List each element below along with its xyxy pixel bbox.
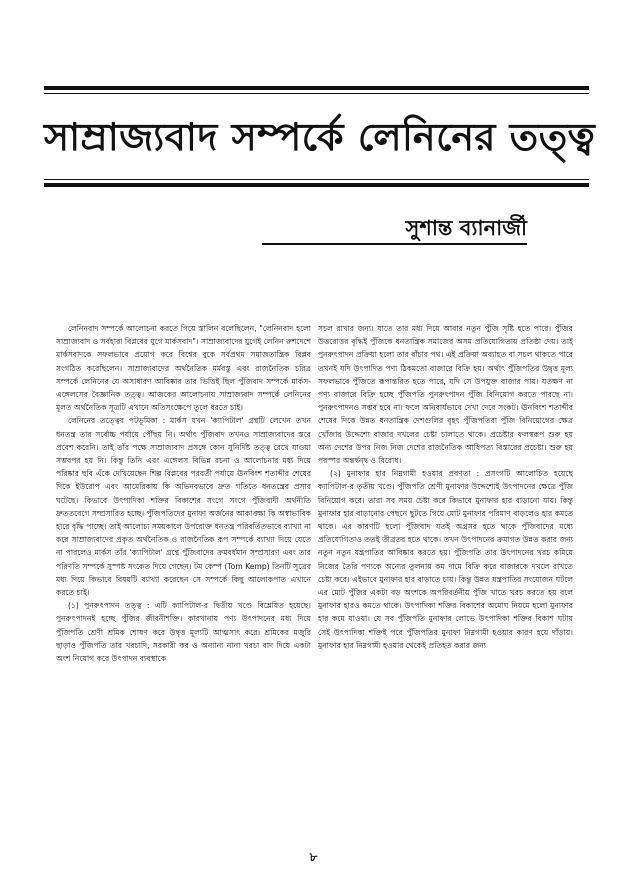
right-column: [318, 322, 573, 847]
paragraph-reproduction-theory: (১) পুনরুৎপাদন তত্ত্ব : এটি ক্যাপিটাল-র দ্বিতীয় খণ্ডে বিশ্লেষিত হয়েছে। পুনরুৎপাদনই হচ্ছে পুঁজির জীবনীশক্তি। কারখানায় পণ্য উৎপাদনের মধ্য দিয়ে পুঁজিপতি শ্রেণী শ্রমিক শোষণ করে উদ্বৃত্ত মূল্যটি আত্মসাৎ করে। শ্রমিকের মজুরি ছাড়াও পুঁজিপতি তার খরচাদি, সরকারী কর ও অন্যান্য নানা খরচা বাদ দিয়ে একটা অংশ নিয়োগ করে উৎপাদন ব্যবস্থাকে: [56, 601, 311, 664]
paragraph-reproduction-continued: সচল রাখার জন্য। যাতে তার মধ্য দিয়ে আবার নতুন পুঁজি সৃষ্টি হতে পারে। পুঁজির উত্তরোত্তর বৃদ্ধিই পুঁজিকে ধনতান্ত্রিক সমাজের অসম প্রতিযোগিতায় প্রতিষ্ঠা দেয়। তাই পুনরুৎপাদন প্রক্রিয়া হলো তার বাঁচার পথ। এই প্রক্রিয়া অব্যাহত বা সচল থাকতে পারে তখনই যদি উৎপাদিত পণ্য ঠিকমতো বাজারে বিক্রি হয়। অর্থাৎ পুঁজিপতির উদ্বৃত্ত মূল্য সফলভাবে পুঁজিতে রূপান্তরিত হতে পারে, যদি সে উপযুক্ত বাজার পায়। যতক্ষণ না পণ্য বাজারে বিক্রি হচ্ছে পুঁজিপতি পুনরুৎপাদন পুঁজি বিনিয়োগ করতে পারছে না। পুনরুৎপাদনও সম্ভব হবে না। ফলে অনিবার্যভাবে দেখা দেবে সংকট। ঊনবিংশ শতাব্দীর শেষের দিকে উন্নত ধনতান্ত্রিক দেশগুলির বৃহৎ পুঁজিপতিরা পুঁজি বিনিয়োগের ক্ষেত্র খোঁজার উদ্দেশ্যে বাজার দখলের চেষ্টা চালাতে থাকে। প্রচেষ্টার ফলস্বরূপ শুরু হয় অন্য দেশের উপর নিজ নিজ দেশের রাজনৈতিক আধিপত্য বিস্তারের প্রচেষ্টা। শুরু হয় পরস্পর অন্তর্দ্বন্দ্ব ও বিরোধ।: [318, 324, 573, 466]
author-underline: [262, 243, 527, 245]
title-bottom-rule-thin: [44, 179, 589, 180]
title-top-rule-thin: [44, 93, 589, 94]
paragraph-profit-rate: (২) মুনাফার হার নিম্নগামী হওয়ার প্রবণতা : প্রসংগটি আলোচিত হয়েছে ক্যাপিটাল-র তৃতীয় খণ্ডে। পুঁজিপতি শ্রেণী মুনাফার উদ্দেশ্যেই উৎপাদনের ক্ষেত্রে পুঁজি বিনিয়োগ করে। তারা সব সময় চেষ্টা করে কিভাবে মুনাফার হার বাড়ানো যায়। কিন্তু মুনাফার হার বাড়ানোর পেছনে ছুটতে গিয়ে মোট মুনাফার পরিমাণ বাড়লেও হার কমতে থাকে। এর কারণটি হলো পুঁজিবাদ যতই অগ্রসর হতে থাকে পুঁজিবাদের মধ্যে প্রতিযোগিতাও ততই তীব্রতর হতে থাকে। তখন উৎপাদনের ক্রমাগত উন্নত করার জন্য নতুন নতুন যন্ত্রপাতির আবিষ্কার করতে হয়। পুঁজিপতি তার উৎপাদনের খরচ কমিয়ে নিজের তৈরি পণ্যকে অন্যের তুলনায় কম দামে বিক্রি করে বাজারকে দখলে রাখতে চেষ্টা করে। এইভাবে মুনাফার হার বাড়াতে চায়। কিন্তু উন্নত যন্ত্রপাতির সংযোজন ঘটলে এর মোট পুঁজির একটা বড় অংশকে অপরিবর্তনীয় পুঁজি খাতে খরচ করতে হয় বলে মুনাফার হারও কমতে থাকে। উৎপাদিকা শক্তির বিকাশের অমোঘ নিয়মে হলো মুনাফার হার কমে যাওয়া। যে সব পুঁজিপতি মুনাফার লোভে উৎপাদিকা শক্তির বিকাশ ঘটায় সেই উৎপাদিকা শক্তিই পরে পুঁজিপতির মুনাফা নিম্নগামী হওয়ার কারণ হয়ে দাঁড়ায়। মুনাফার হার নিম্নগামী হওয়ার থেকেই প্রতিহত করার জন্য: [318, 469, 573, 650]
title-top-rule-thick: [44, 86, 589, 90]
title-bottom-rule-thick: [44, 183, 589, 187]
article-author: সুশান্ত ব্যানার্জী: [405, 216, 527, 240]
page-number: ৮: [309, 850, 318, 864]
paragraph-background: লেনিনের তত্ত্বের পটভূমিকা : মার্কস যখন 'ক্যাপিটাল' গ্রন্থটি লেখেন তখন ধনতন্ত্র তার সর্বোচ্চ পর্যায়ে পৌঁছয় নি। অর্থাৎ পুঁজিবাদ তখনও সাম্রাজ্যবাদের স্তরে প্রবেশ করেনি। তাই তাঁর পক্ষে সাম্রাজ্যবাদ প্রসঙ্গে কোন সুনির্দিষ্ট তত্ত্ব রেখে যাওয়া সম্ভবপর হয় নি। কিন্তু তিনি এবং এঙ্গেলস বিভিন্ন রচনা ও আলোচনার মধ্য দিয়ে পরিষ্কার ছবি এঁকে দেখিয়েছেন শিল্প বিপ্লবের পরবর্তী পর্যায়ে ঊনবিংশ শতাব্দীর শেষের দিকে ইউরোপ এবং আমেরিকায় কি অভিনবভাবে দ্রুত গতিতে ধনতন্ত্রের প্রসার ঘটেছে। কিভাবে উৎপাদিকা শক্তির বিকাশের সংগে সংগে পুঁজিবাদী অর্থনীতি দ্রুততবেগে সম্প্রসারিত হচ্ছে। পুঁজিপতিদের মুনাফা অর্জনের আকাঙ্ক্ষা কি অস্বাভাবিক হারে বৃদ্ধি পাচ্ছে। তাই আলোচ্য সময়কালে উপরোক্ত ধনতন্ত্র পরিবর্তিতভাবে ব্যাখ্যা না করে সাম্রাজ্যবাদের প্রকৃত অর্থনৈতিক ও রাজনৈতিক রূপ সম্পর্কে ব্যাখ্যা দিয়ে যেতে না পারলেও মার্কস তাঁর 'ক্যাপিটাল' গ্রন্থে পুঁজিবাদের ক্রমবর্ধমান সম্প্রসারণ এবং তার পরিণতি সম্পর্কে সুস্পষ্ট সংকেত দিয়ে গেছেন। টম কেম্প (Tom Kemp) তিনটি সূত্রের মধ্য দিয়ে কিভাবে বিষয়টি ব্যাখ্যা করেছেন সে সম্পর্কে কিছু আলোকপাত এখানে করতে চাই।: [56, 416, 311, 598]
article-title: সাম্রাজ্যবাদ সম্পর্কে লেনিনের তত্ত্ব: [44, 115, 596, 159]
paragraph-intro: লেনিনবাদ সম্পর্কে আলোচনা করতে গিয়ে স্তালিন বলেছিলেন, "লেনিনবাদ হলো সাম্রাজ্যবাদ ও সর্বহারা বিপ্লবের যুগে মার্কসবাদ"। সাম্রাজ্যবাদের যুগেই লেনিন রুশদেশে মার্কসবাদকে সফলভাবে প্রয়োগ করে বিশ্বের বুকে সর্বপ্রথম সমাজতান্ত্রিক বিপ্লব সংগঠিত করেছিলেন। সাম্রাজ্যবাদের অর্থনৈতিক মর্মবস্তু এবং রাজনৈতিক চরিত্র সম্পর্কে লেনিনের যে অসাধারণ আবিষ্কার তার ভিত্তিই ছিল পুঁজিবাদ সম্পর্কে মার্কস-এঙ্গেলসের বৈজ্ঞানিক তত্ত্ব। আজকের আলোচনায় সাম্রাজ্যবাদ সম্পর্কে লেনিনের মূলত অর্থনৈতিক সূত্রটি এখানে অতিসংক্ষেপে তুলে ধরতে চাই।: [56, 324, 311, 413]
left-column: [56, 322, 311, 847]
